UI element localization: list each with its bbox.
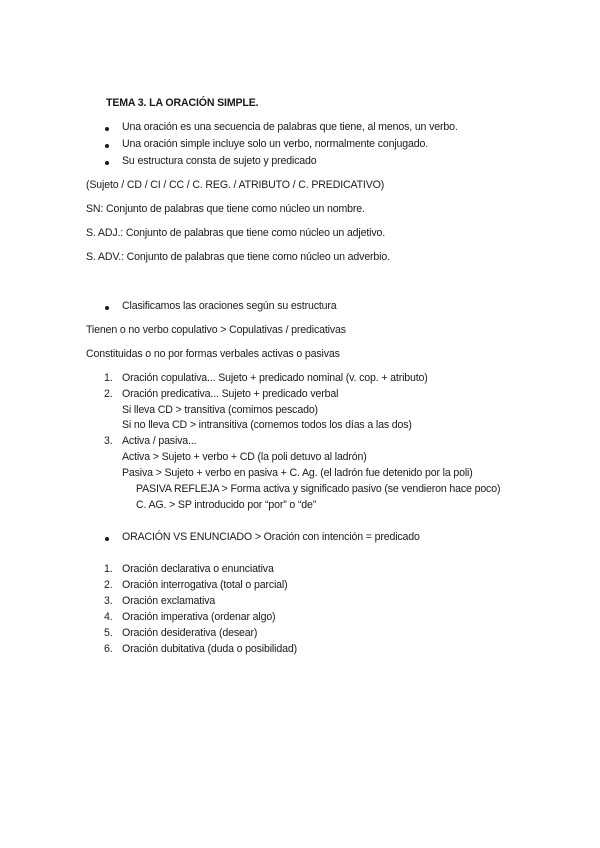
structure-item-3: Activa / pasiva... <box>122 435 197 447</box>
list-number: 6. <box>104 643 113 655</box>
intro-bullet-3: Su estructura consta de sujeto y predicado <box>122 155 317 167</box>
definition-sadv: S. ADV.: Conjunto de palabras que tiene como núcleo un adverbio. <box>86 251 390 263</box>
bullet-icon <box>105 127 109 131</box>
structure-item-3-sub-2: Pasiva > Sujeto + verbo en pasiva + C. Ag. (el ladrón fue detenido por la poli) <box>122 467 473 479</box>
structure-item-1: Oración copulativa... Sujeto + predicado nominal (v. cop. + atributo) <box>122 372 428 384</box>
bullet-icon <box>105 144 109 148</box>
list-number: 3. <box>104 595 113 607</box>
list-number: 3. <box>104 435 113 447</box>
document-title: TEMA 3. LA ORACIÓN SIMPLE. <box>106 97 259 109</box>
list-number: 4. <box>104 611 113 623</box>
statement-bullet: ORACIÓN VS ENUNCIADO > Oración con intención = predicado <box>122 531 420 543</box>
intro-bullet-2: Una oración simple incluye solo un verbo, normalmente conjugado. <box>122 138 429 150</box>
bullet-icon <box>105 537 109 541</box>
modality-item: Oración desiderativa (desear) <box>122 627 258 639</box>
structure-item-3-sub-1: Activa > Sujeto + verbo + CD (la poli detuvo al ladrón) <box>122 451 367 463</box>
functions-line: (Sujeto / CD / CI / CC / C. REG. / ATRIBUTO / C. PREDICATIVO) <box>86 179 385 191</box>
list-number: 1. <box>104 372 113 384</box>
intro-bullet-1: Una oración es una secuencia de palabras que tiene, al menos, un verbo. <box>122 121 458 133</box>
modality-item: Oración interrogativa (total o parcial) <box>122 579 288 591</box>
copulative-line: Tienen o no verbo copulativo > Copulativas / predicativas <box>86 324 346 336</box>
structure-item-2-sub-1: Si lleva CD > transitiva (comimos pescado) <box>122 404 318 416</box>
modality-item: Oración declarativa o enunciativa <box>122 563 274 575</box>
definition-sn: SN: Conjunto de palabras que tiene como núcleo un nombre. <box>86 203 365 215</box>
bullet-icon <box>105 161 109 165</box>
forms-line: Constituidas o no por formas verbales activas o pasivas <box>86 348 340 360</box>
modality-item: Oración dubitativa (duda o posibilidad) <box>122 643 297 655</box>
list-number: 5. <box>104 627 113 639</box>
classify-bullet: Clasificamos las oraciones según su estructura <box>122 300 337 312</box>
structure-item-2-sub-2: Si no lleva CD > intransitiva (comemos todos los días a las dos) <box>122 419 412 431</box>
list-number: 2. <box>104 579 113 591</box>
modality-item: Oración imperativa (ordenar algo) <box>122 611 276 623</box>
definition-sadj: S. ADJ.: Conjunto de palabras que tiene como núcleo un adjetivo. <box>86 227 385 239</box>
modality-item: Oración exclamativa <box>122 595 216 607</box>
list-number: 2. <box>104 388 113 400</box>
structure-item-3-subsub-2: C. AG. > SP introducido por “por” o “de” <box>136 499 317 511</box>
bullet-icon <box>105 306 109 310</box>
list-number: 1. <box>104 563 113 575</box>
structure-item-2: Oración predicativa... Sujeto + predicado verbal <box>122 388 339 400</box>
structure-item-3-subsub-1: PASIVA REFLEJA > Forma activa y significado pasivo (se vendieron hace poco) <box>136 483 501 495</box>
